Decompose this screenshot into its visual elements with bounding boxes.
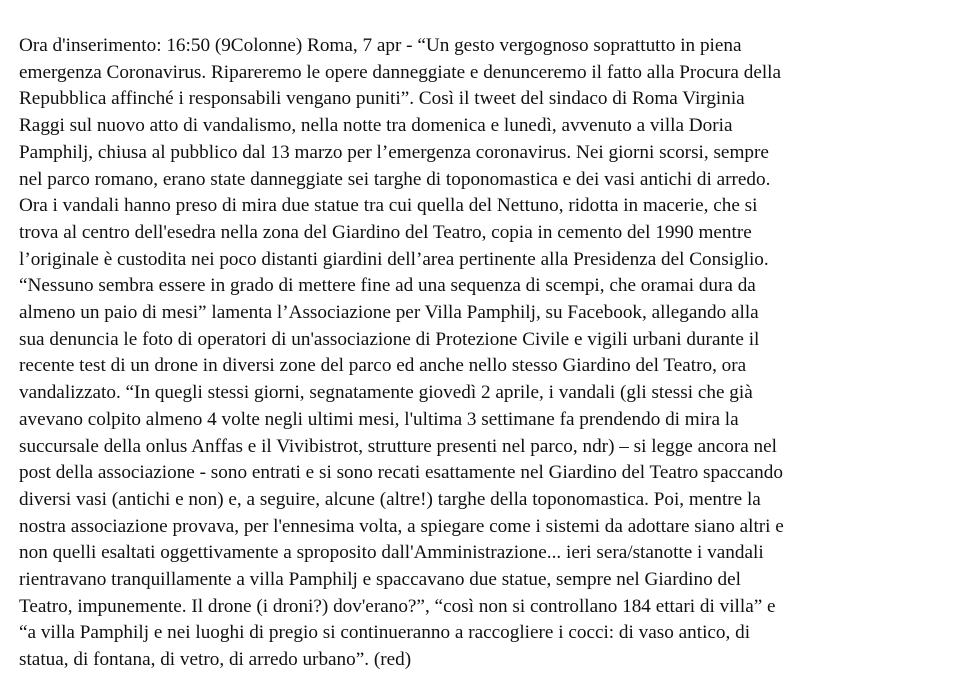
text-line: rientravano tranquillamente a villa Pamphilj e spaccavano due statue, sempre nel Giardino del: [19, 569, 741, 591]
text-line: nel parco romano, erano state danneggiate sei targhe di toponomastica e dei vasi antichi di arredo.: [19, 168, 771, 190]
text-line: Ora d'inserimento: 16:50 (9Colonne) Roma, 7 apr - “Un gesto vergognoso soprattutto in piena: [19, 35, 742, 56]
text-line: “Nessuno sembra essere in grado di mettere fine ad una sequenza di scempi, che oramai dura da: [19, 275, 756, 297]
text-line: Raggi sul nuovo atto di vandalismo, nella notte tra domenica e lunedì, avvenuto a villa Doria: [19, 115, 733, 137]
article-body: [19, 33, 944, 674]
text-line: nostra associazione provava, per l'ennesima volta, a spiegare come i sistemi da adottare siano altri e: [19, 515, 784, 537]
text-line: almeno un paio di mesi” lamenta l’Associazione per Villa Pamphilj, su Facebook, allegando alla: [19, 302, 759, 324]
text-line: vandalizzato. “In quegli stessi giorni, segnatamente giovedì 2 aprile, i vandali (gli stessi che già: [19, 382, 753, 404]
text-line: recente test di un drone in diversi zone del parco ed anche nello stesso Giardino del Teatro, ora: [19, 355, 747, 377]
text-line: Repubblica affinché i responsabili vengano puniti”. Così il tweet del sindaco di Roma Virginia: [19, 88, 745, 110]
text-line: succursale della onlus Anffas e il Vivibistrot, strutture presenti nel parco, ndr) – si legge ancora nel: [19, 435, 777, 457]
text-line: statua, di fontana, di vetro, di arredo urbano”. (red): [19, 649, 412, 671]
text-line: trova al centro dell'esedra nella zona del Giardino del Teatro, copia in cemento del 1990 mentre: [19, 221, 752, 243]
text-line: l’originale è custodita nei poco distanti giardini dell’area pertinente alla Presidenza del Consiglio.: [19, 248, 769, 270]
text-line: Ora i vandali hanno preso di mira due statue tra cui quella del Nettuno, ridotta in macerie, che si: [19, 195, 758, 217]
text-line: diversi vasi (antichi e non) e, a seguire, alcune (altre!) targhe della toponomastica. Poi, mentre la: [19, 488, 761, 510]
text-line: Teatro, impunemente. Il drone (i droni?) dov'erano?”, “così non si controllano 184 ettari di villa” e: [19, 595, 776, 617]
text-line: post della associazione - sono entrati e si sono recati esattamente nel Giardino del Teatro spaccando: [19, 462, 783, 484]
text-line: sua denuncia le foto di operatori di un'associazione di Protezione Civile e vigili urbani durante il: [19, 328, 760, 350]
text-line: Pamphilj, chiusa al pubblico dal 13 marzo per l’emergenza coronavirus. Nei giorni scorsi, sempre: [19, 141, 769, 163]
text-line: non quelli esaltati oggettivamente a sproposito dall'Amministrazione... ieri sera/stanotte i vandali: [19, 542, 764, 564]
text-line: avevano colpito almeno 4 volte negli ultimi mesi, l'ultima 3 settimane fa prendendo di mira la: [19, 408, 739, 430]
text-line: emergenza Coronavirus. Ripareremo le opere danneggiate e denunceremo il fatto alla Procura della: [19, 61, 782, 83]
text-line: “a villa Pamphilj e nei luoghi di pregio si continueranno a raccogliere i cocci: di vaso antico, di: [19, 622, 751, 644]
